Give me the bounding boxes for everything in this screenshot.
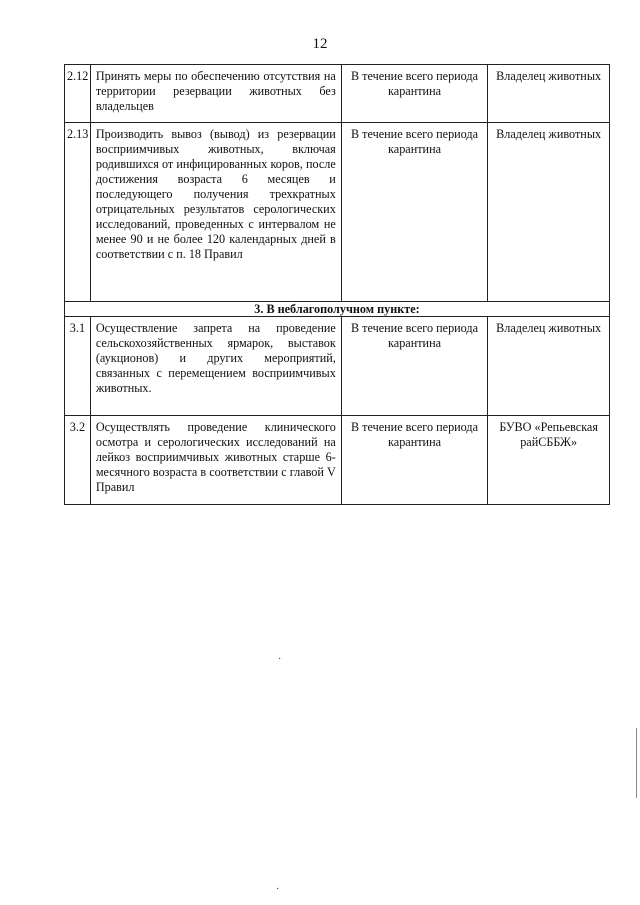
period-cell: В течение всего периода карантина <box>341 123 487 302</box>
measure-cell <box>90 317 341 416</box>
measure-text: Производить вывоз (вывод) из резервации восприимчивых животных, включая родившихся от инфицированных коров, после достижения возраста 6 месяцев и последующего получения трехкратных отрицательных результатов серологических исследований, проведенных с интервалом не менее 90 и не более 120 календарных дней в соответствии с п. 18 Правил <box>95 127 336 261</box>
section-title: 3. В неблагополучном пункте: <box>65 302 610 317</box>
row-number: 3.1 <box>65 317 91 416</box>
period-cell: В течение всего периода карантина <box>341 317 487 416</box>
scan-speck: · <box>276 884 280 895</box>
measure-cell <box>90 65 341 123</box>
quarantine-measures-table <box>64 64 610 505</box>
responsible-cell: Владелец животных <box>488 317 610 416</box>
responsible-cell: Владелец животных <box>488 65 610 123</box>
page-number: 12 <box>312 36 328 52</box>
row-number: 2.12 <box>65 65 91 123</box>
measure-cell <box>90 416 341 505</box>
scan-edge-line <box>636 728 637 798</box>
table-row <box>65 123 610 302</box>
measure-text: Принять меры по обеспечению отсутствия на территории резервации животных без владельцев <box>95 69 336 113</box>
row-number: 3.2 <box>65 416 91 505</box>
measure-cell <box>90 123 341 302</box>
period-cell: В течение всего периода карантина <box>341 416 487 505</box>
period-cell: В течение всего периода карантина <box>341 65 487 123</box>
table-row <box>65 317 610 416</box>
section-row <box>65 302 610 317</box>
row-number: 2.13 <box>65 123 91 302</box>
responsible-cell: БУВО «Репьевская райСББЖ» <box>488 416 610 505</box>
scan-speck: · <box>278 654 282 665</box>
measure-text: Осуществлять проведение клинического осмотра и серологических исследований на лейкоз восприимчивых животных старше 6-месячного возраста в соответствии с главой V Правил <box>95 420 336 494</box>
table-row <box>65 416 610 505</box>
responsible-cell: Владелец животных <box>488 123 610 302</box>
measure-text: Осуществление запрета на проведение сельскохозяйственных ярмарок, выставок (аукционов) и других мероприятий, связанных с перемещением восприимчивых животных. <box>95 321 336 395</box>
table-row <box>65 65 610 123</box>
